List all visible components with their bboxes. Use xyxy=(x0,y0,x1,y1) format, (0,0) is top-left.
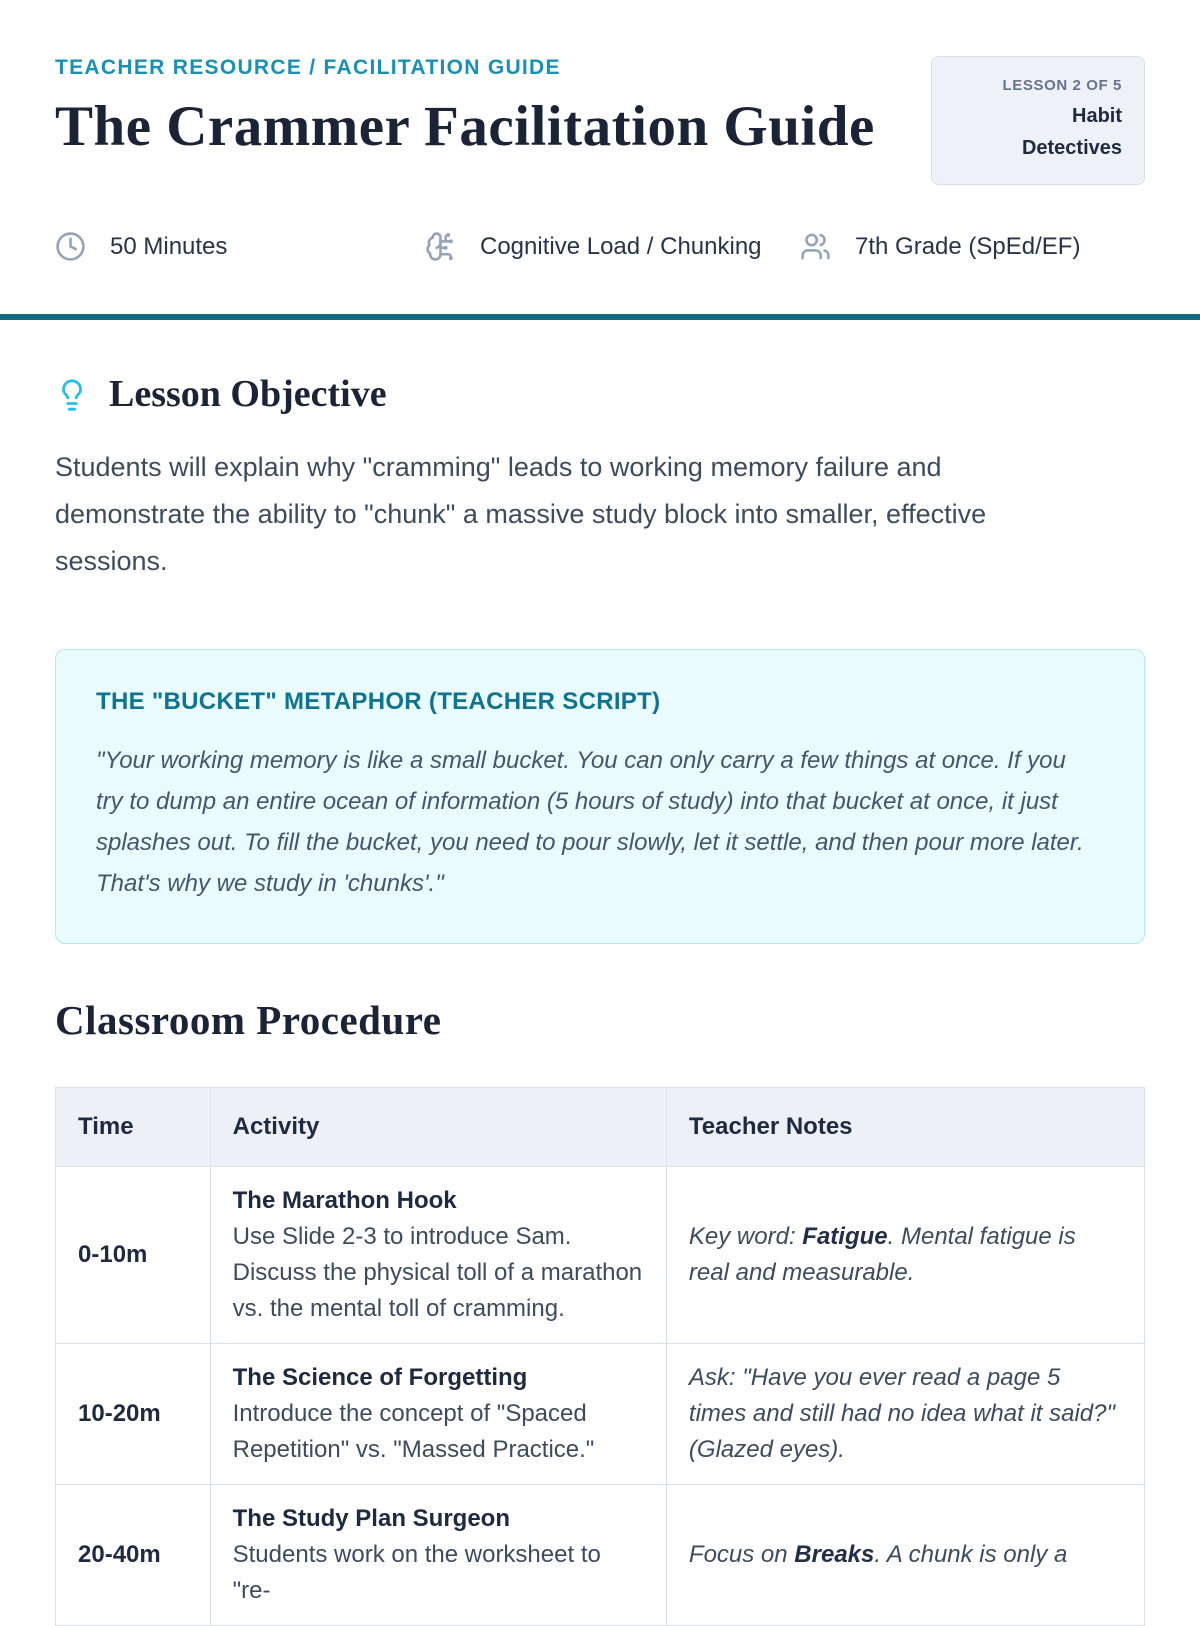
time-cell: 0-10m xyxy=(56,1166,211,1343)
notes-keyword: Breaks xyxy=(794,1540,875,1568)
activity-description: Use Slide 2-3 to introduce Sam. Discuss the physical toll of a marathon vs. the mental toll of cramming. xyxy=(232,1222,643,1322)
meta-duration-text: 50 Minutes xyxy=(110,232,228,260)
teacher-notes-cell xyxy=(666,1343,1144,1484)
meta-grade xyxy=(800,231,1080,262)
objective-heading-text: Lesson Objective xyxy=(109,373,387,415)
users-icon xyxy=(800,231,831,262)
notes-text: Key word: xyxy=(688,1222,803,1250)
objective-section-heading xyxy=(55,372,1145,418)
activity-cell xyxy=(210,1166,666,1343)
clock-icon xyxy=(55,231,86,262)
teacher-script-callout xyxy=(55,649,1145,944)
meta-grade-text: 7th Grade (SpEd/EF) xyxy=(855,232,1081,260)
meta-topic xyxy=(425,231,800,262)
lesson-badge-label: LESSON 2 OF 5 xyxy=(1002,77,1122,94)
activity-title: The Study Plan Surgeon xyxy=(232,1504,510,1532)
notes-text: Focus on xyxy=(688,1540,795,1568)
column-header-activity: Activity xyxy=(210,1087,666,1166)
column-header-teacher-notes: Teacher Notes xyxy=(666,1087,1144,1166)
table-row xyxy=(56,1343,1145,1484)
procedure-table xyxy=(55,1087,1145,1626)
procedure-heading: Classroom Procedure xyxy=(55,996,442,1043)
meta-row xyxy=(0,231,1200,262)
lesson-badge xyxy=(931,56,1145,185)
teacher-notes-cell xyxy=(666,1166,1144,1343)
time-cell: 10-20m xyxy=(56,1343,211,1484)
eyebrow: TEACHER RESOURCE / FACILITATION GUIDE xyxy=(55,56,561,79)
meta-topic-text: Cognitive Load / Chunking xyxy=(480,232,762,260)
notes-text: . A chunk is only a xyxy=(874,1540,1068,1568)
time-cell: 20-40m xyxy=(56,1484,211,1625)
activity-cell xyxy=(210,1484,666,1625)
activity-title: The Marathon Hook xyxy=(232,1186,457,1214)
page-title: The Crammer Facilitation Guide xyxy=(55,95,875,158)
main-content xyxy=(0,320,1200,1626)
activity-description: Introduce the concept of "Spaced Repetition" vs. "Massed Practice." xyxy=(232,1399,595,1463)
lesson-badge-program: Habit Detectives xyxy=(1021,105,1122,159)
page-header xyxy=(0,0,1200,185)
activity-cell xyxy=(210,1343,666,1484)
callout-heading: THE "BUCKET" METAPHOR (TEACHER SCRIPT) xyxy=(96,687,661,715)
objective-body: Students will explain why "cramming" leads to working memory failure and demonstrate the ability to "chunk" a massive study block into smaller, effective sessions. xyxy=(55,451,987,576)
header-titles xyxy=(55,56,875,160)
table-row xyxy=(56,1484,1145,1625)
callout-body: "Your working memory is like a small bucket. You can only carry a few things at once. If you try to dump an entire ocean of information (5 hours of study) into that bucket at once, it just splashes out. To fill the bucket, you need to pour slowly, let it settle, and then pour more later. That's why we study in 'chunks'." xyxy=(96,746,1084,898)
notes-keyword: Fatigue xyxy=(802,1222,888,1250)
table-row xyxy=(56,1166,1145,1343)
notes-text: . Mental fatigue is real and measurable. xyxy=(688,1222,1076,1286)
column-header-time: Time xyxy=(56,1087,211,1166)
lightbulb-icon xyxy=(55,378,89,412)
activity-description: Students work on the worksheet to "re- xyxy=(232,1540,601,1604)
table-header-row xyxy=(56,1087,1145,1166)
meta-duration xyxy=(55,231,425,262)
notes-text: Ask: "Have you ever read a page 5 times and still had no idea what it said?" (Glazed eyes). xyxy=(688,1363,1115,1463)
activity-title: The Science of Forgetting xyxy=(232,1363,528,1391)
teacher-notes-cell xyxy=(666,1484,1144,1625)
brain-icon xyxy=(425,231,456,262)
